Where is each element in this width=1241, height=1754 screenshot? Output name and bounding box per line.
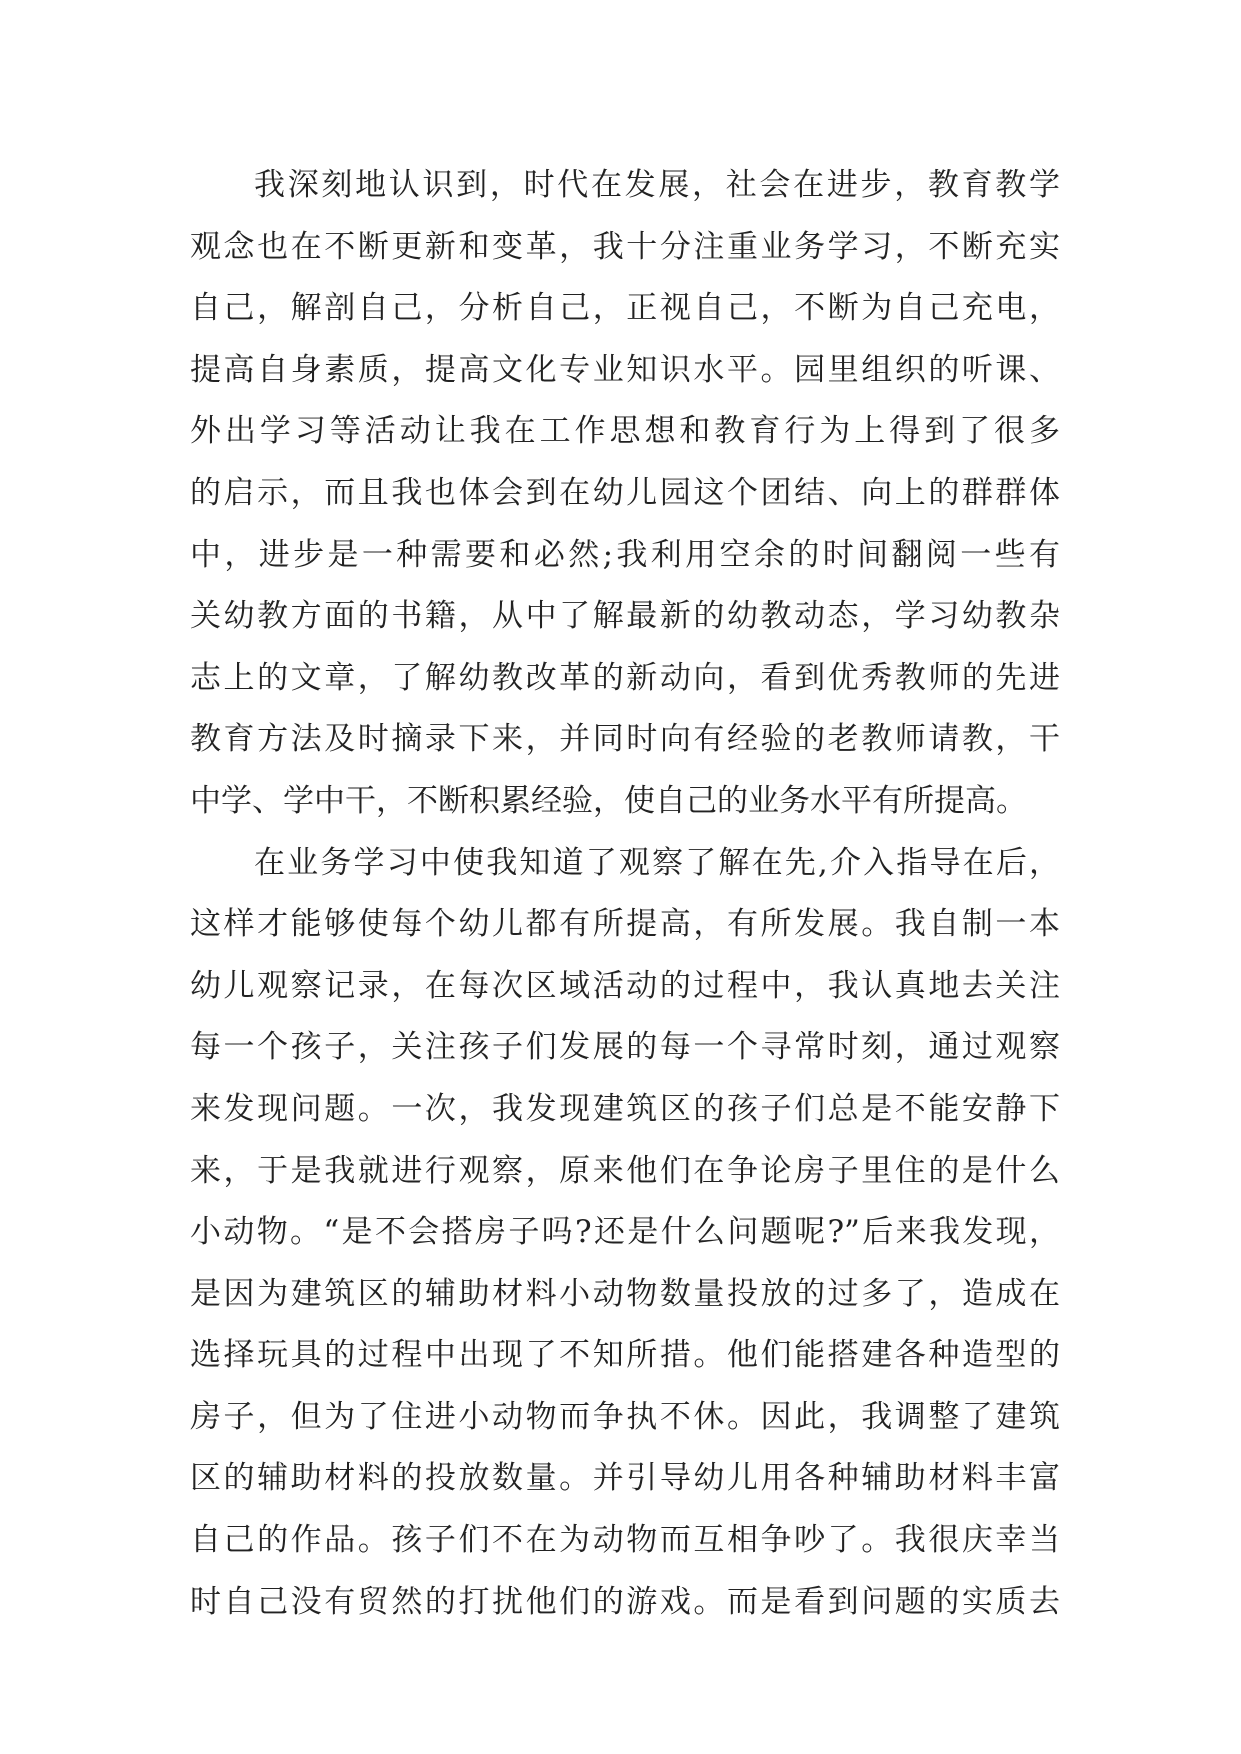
document-body [190, 155, 1060, 1633]
paragraph-1-line-7: 中，进步是一种需要和必然;我利用空余的时间翻阅一些有 [190, 536, 1060, 573]
paragraph-2-line-1: 在业务学习中使我知道了观察了解在先,介入指导在后， [254, 844, 1060, 881]
paragraph-1-line-11: 中学、学中干，不断积累经验，使自己的业务水平有所提高。 [190, 782, 1027, 819]
paragraph-2-line-4: 每一个孩子，关注孩子们发展的每一个寻常时刻，通过观察 [190, 1029, 1060, 1066]
paragraph-2-line-3: 幼儿观察记录，在每次区域活动的过程中，我认真地去关注 [190, 967, 1060, 1004]
paragraph-2-line-6: 来，于是我就进行观察，原来他们在争论房子里住的是什么 [190, 1152, 1060, 1189]
paragraph-2-line-7: 小动物。“是不会搭房子吗?还是什么问题呢?”后来我发现， [190, 1214, 1060, 1251]
paragraph-1-line-6: 的启示，而且我也体会到在幼儿园这个团结、向上的群群体 [190, 474, 1060, 511]
paragraph-1-line-3: 自己，解剖自己，分析自己，正视自己，不断为自己充电， [190, 290, 1060, 327]
paragraph-1-line-1: 我深刻地认识到，时代在发展，社会在进步，教育教学 [254, 167, 1060, 203]
paragraph-1-line-8: 关幼教方面的书籍，从中了解最新的幼教动态，学习幼教杂 [190, 598, 1060, 635]
paragraph-2-line-11: 区的辅助材料的投放数量。并引导幼儿用各种辅助材料丰富 [190, 1460, 1060, 1497]
paragraph-1-line-5: 外出学习等活动让我在工作思想和教育行为上得到了很多 [190, 413, 1060, 450]
paragraph-2-line-5: 来发现问题。一次，我发现建筑区的孩子们总是不能安静下 [190, 1090, 1060, 1127]
paragraph-1-line-9: 志上的文章，了解幼教改革的新动向，看到优秀教师的先进 [190, 659, 1060, 696]
paragraph-2-line-8: 是因为建筑区的辅助材料小动物数量投放的过多了，造成在 [190, 1275, 1060, 1312]
paragraph-2-line-9: 选择玩具的过程中出现了不知所措。他们能搭建各种造型的 [190, 1337, 1060, 1374]
paragraph-2-line-10: 房子，但为了住进小动物而争执不休。因此，我调整了建筑 [190, 1398, 1060, 1435]
paragraph-2-line-13: 时自己没有贸然的打扰他们的游戏。而是看到问题的实质去 [190, 1583, 1060, 1620]
paragraph-1-line-2: 观念也在不断更新和变革，我十分注重业务学习，不断充实 [190, 228, 1060, 265]
paragraph-1-line-10: 教育方法及时摘录下来，并同时向有经验的老教师请教，干 [190, 721, 1060, 758]
paragraph-2-line-2: 这样才能够使每个幼儿都有所提高，有所发展。我自制一本 [190, 906, 1060, 943]
paragraph-1-line-4: 提高自身素质，提高文化专业知识水平。园里组织的听课、 [190, 351, 1060, 388]
paragraph-2-line-12: 自己的作品。孩子们不在为动物而互相争吵了。我很庆幸当 [190, 1522, 1060, 1559]
